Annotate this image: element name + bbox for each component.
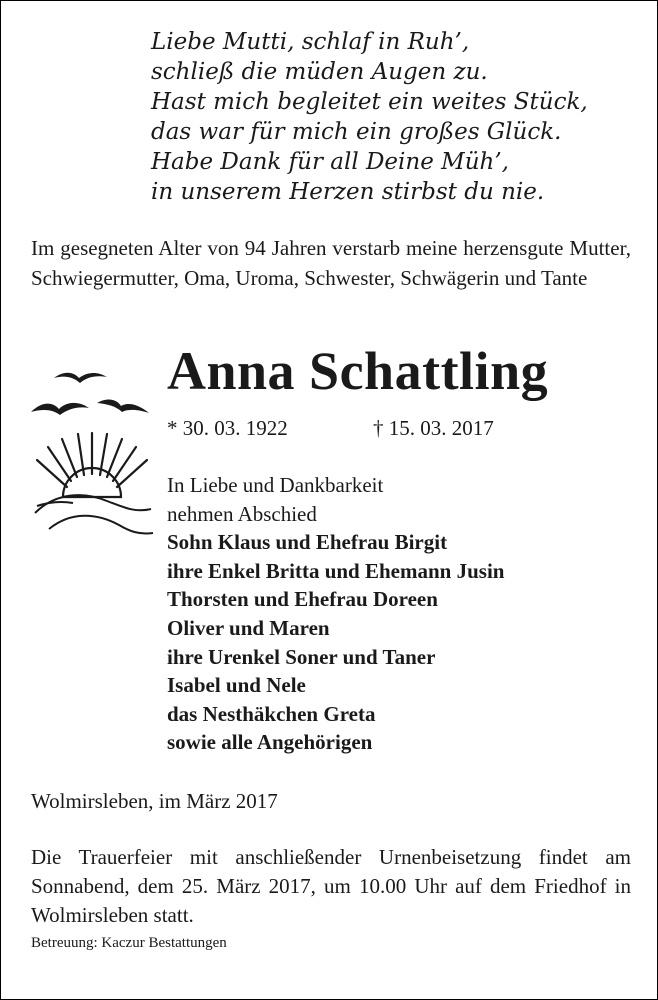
mourner-line: Oliver und Maren [167, 615, 330, 640]
intro-text: Im gesegneten Alter von 94 Jahren verstarb meine herzensgute Mutter, Schwiegermutter, Oma, Uroma, Schwester, Schwägerin und Tante [31, 236, 631, 290]
mourner-line: sowie alle Angehörigen [167, 730, 373, 755]
poem-line: Hast mich begleitet ein weites Stück, [151, 89, 588, 115]
funeral-info: Die Trauerfeier mit anschließender Urnenbeisetzung findet am Sonnabend, dem 25. März 2017, um 10.00 Uhr auf dem Friedhof in Wolmirsleben statt. [31, 845, 631, 927]
mourner-line: Sohn Klaus und Ehefrau Birgit [167, 530, 448, 555]
place-date: Wolmirsleben, im März 2017 [31, 789, 278, 813]
mourner-line: das Nesthäkchen Greta [167, 701, 376, 726]
poem [151, 27, 588, 207]
farewell-line: In Liebe und Dankbarkeit [167, 473, 384, 497]
poem-line: schließ die müden Augen zu. [151, 59, 488, 85]
sun-rays-icon [37, 433, 147, 487]
funeral-home-credit: Betreuung: Kaczur Bestattungen [31, 935, 227, 951]
dunes-icon [35, 495, 153, 533]
poem-line: Habe Dank für all Deine Müh’, [151, 149, 509, 175]
mourner-line: ihre Enkel Britta und Ehemann Jusin [167, 558, 505, 583]
birth-date: * 30. 03. 1922 [167, 416, 288, 440]
mourner-line: Isabel und Nele [167, 673, 306, 698]
poem-line: Liebe Mutti, schlaf in Ruh’, [151, 29, 470, 55]
birds-icon [31, 373, 149, 415]
poem-line: das war für mich ein großes Glück. [151, 119, 562, 145]
deceased-name: Anna Schattling [167, 341, 549, 401]
birds-sunset-icon [27, 361, 157, 539]
poem-line: in unserem Herzen stirbst du nie. [151, 179, 545, 205]
mourner-line: ihre Urenkel Soner und Taner [167, 644, 436, 669]
farewell-line: nehmen Abschied [167, 501, 317, 526]
mourners-block [167, 471, 504, 757]
mourner-line: Thorsten und Ehefrau Doreen [167, 587, 438, 612]
death-date: † 15. 03. 2017 [373, 416, 494, 440]
